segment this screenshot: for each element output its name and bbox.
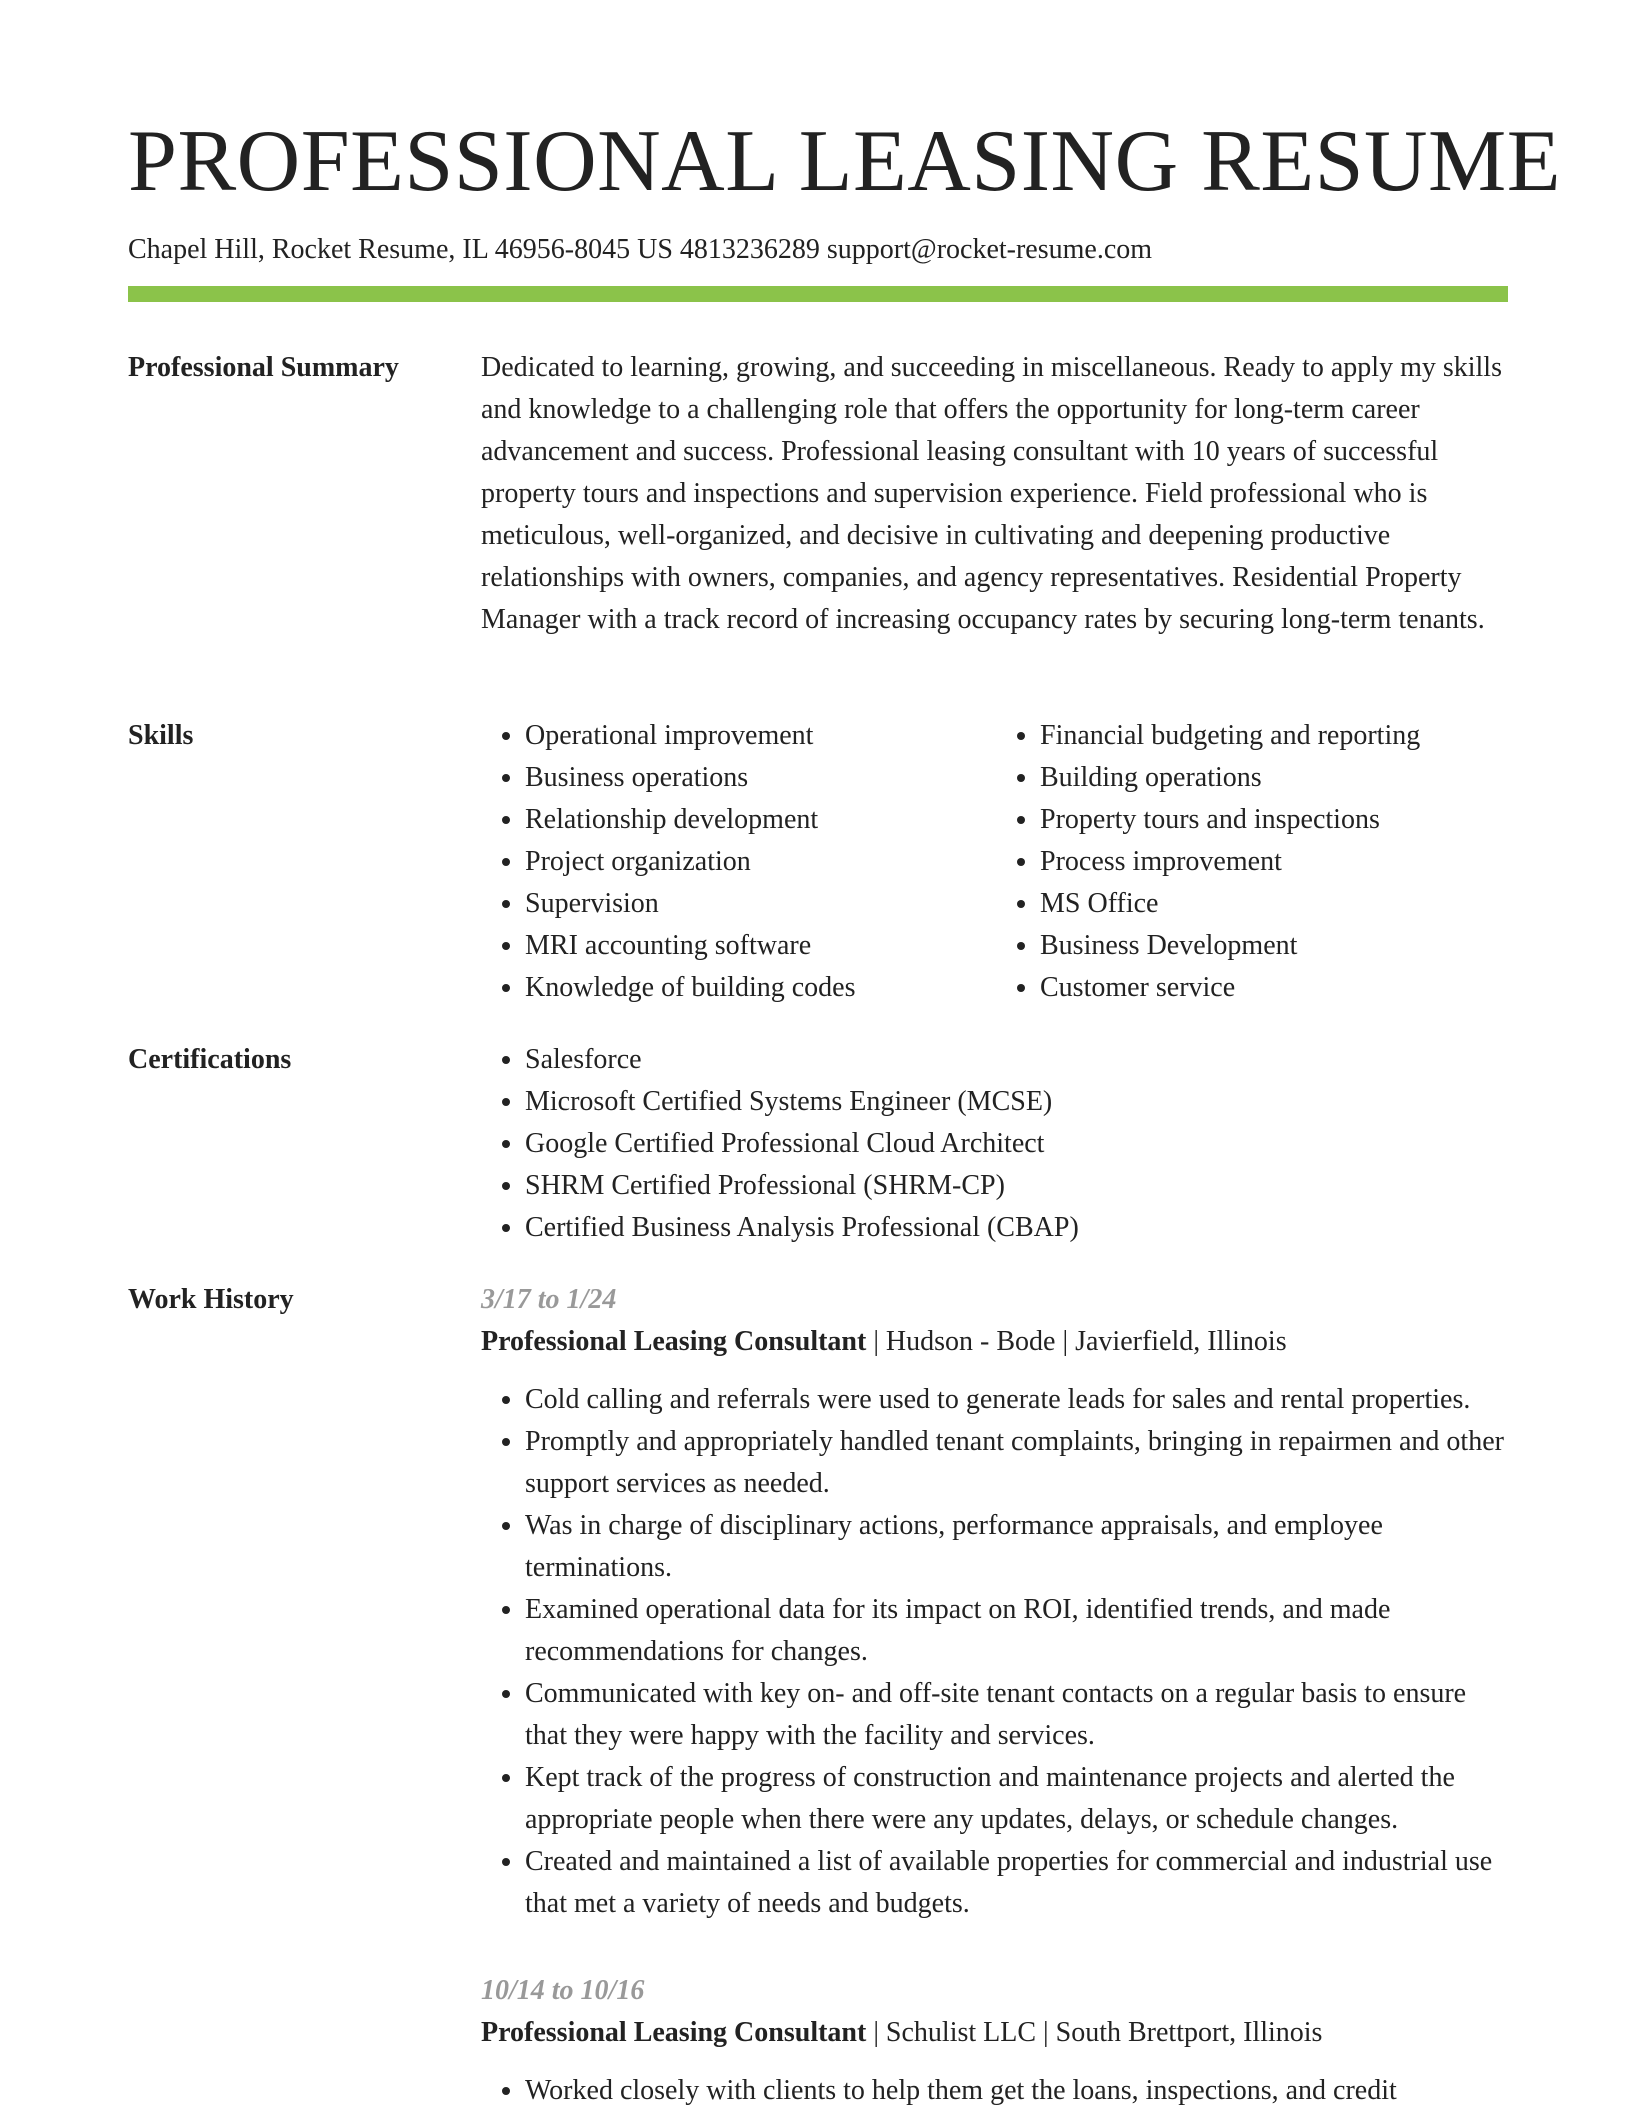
contact-line <box>128 233 1152 267</box>
certifications-list <box>481 1039 1511 1249</box>
skill-item: • Property tours and inspections <box>1040 799 1511 841</box>
contact-address: Chapel Hill, Rocket Resume, IL 46956-8045 US <box>128 234 673 265</box>
skill-item: • Process improvement <box>1040 841 1511 883</box>
job-details: | Schulist LLC | South Brettport, Illinois <box>866 2017 1323 2048</box>
summary-text: Dedicated to learning, growing, and succeeding in miscellaneous. Ready to apply my skills and knowledge to a challenging role that offers the opportunity for long-term career advancement and success. Professional leasing consultant with 10 years of successful property tours and inspections and supervision experience. Field professional who is meticulous, well-organized, and decisive in cultivating and deepening productive relationships with owners, companies, and agency representatives. Residential Property Manager with a track record of increasing occupancy rates by securing long-term tenants. <box>481 352 1502 635</box>
job-entry <box>481 1970 1511 2112</box>
header-divider <box>128 286 1508 302</box>
job-bullet: • Was in charge of disciplinary actions, performance appraisals, and employee terminations. <box>525 1505 1511 1589</box>
certification-item: • Google Certified Professional Cloud Architect <box>525 1123 1511 1165</box>
job-title: Professional Leasing Consultant <box>481 2017 867 2048</box>
skill-item: • MS Office <box>1040 883 1511 925</box>
job-bullet: • Worked closely with clients to help them get the loans, inspections, and credit <box>525 2070 1511 2112</box>
job-bullet: • Created and maintained a list of available properties for commercial and industrial use that met a variety of needs and budgets. <box>525 1841 1511 1925</box>
skills-heading: Skills <box>128 720 194 751</box>
certification-item: • Certified Business Analysis Professional (CBAP) <box>525 1207 1511 1249</box>
skill-item: • Operational improvement <box>525 715 996 757</box>
job-heading <box>481 2012 1511 2054</box>
skill-item: • Business Development <box>1040 925 1511 967</box>
skill-item: • Supervision <box>525 883 996 925</box>
skill-item: • Customer service <box>1040 967 1511 1009</box>
skill-item: • Knowledge of building codes <box>525 967 996 1009</box>
job-details: | Hudson - Bode | Javierfield, Illinois <box>866 1326 1287 1357</box>
job-bullet: • Kept track of the progress of construction and maintenance projects and alerted the appropriate people when there were any updates, delays, or schedule changes. <box>525 1757 1511 1841</box>
summary-heading: Professional Summary <box>128 352 399 383</box>
job-bullet: • Examined operational data for its impact on ROI, identified trends, and made recommendations for changes. <box>525 1589 1511 1673</box>
certification-item: • Microsoft Certified Systems Engineer (MCSE) <box>525 1081 1511 1123</box>
skills-list-right <box>996 715 1511 1009</box>
certifications-heading: Certifications <box>128 1044 292 1075</box>
job-dates: 3/17 to 1/24 <box>481 1284 617 1315</box>
certification-item: • SHRM Certified Professional (SHRM-CP) <box>525 1165 1511 1207</box>
skill-item: • Financial budgeting and reporting <box>1040 715 1511 757</box>
job-bullet: • Cold calling and referrals were used to generate leads for sales and rental properties. <box>525 1379 1511 1421</box>
contact-email: support@rocket-resume.com <box>826 234 1153 265</box>
job-bullet: • Promptly and appropriately handled tenant complaints, bringing in repairmen and other support services as needed. <box>525 1421 1511 1505</box>
job-bullets <box>481 1379 1511 1925</box>
work-history-heading: Work History <box>128 1284 294 1315</box>
skills-columns <box>481 715 1511 1009</box>
job-dates: 10/14 to 10/16 <box>481 1975 645 2006</box>
skill-item: • Relationship development <box>525 799 996 841</box>
resume-title: PROFESSIONAL LEASING RESUME <box>128 113 1562 210</box>
skill-item: • Project organization <box>525 841 996 883</box>
contact-phone: 4813236289 <box>679 234 820 265</box>
job-entry <box>481 1279 1511 1925</box>
job-bullets <box>481 2070 1511 2112</box>
skill-item: • MRI accounting software <box>525 925 996 967</box>
certification-item: • Salesforce <box>525 1039 1511 1081</box>
job-heading <box>481 1321 1511 1363</box>
job-title: Professional Leasing Consultant <box>481 1326 867 1357</box>
skills-list-left <box>481 715 996 1009</box>
skill-item: • Building operations <box>1040 757 1511 799</box>
job-bullet: • Communicated with key on- and off-site tenant contacts on a regular basis to ensure that they were happy with the facility and services. <box>525 1673 1511 1757</box>
skill-item: • Business operations <box>525 757 996 799</box>
